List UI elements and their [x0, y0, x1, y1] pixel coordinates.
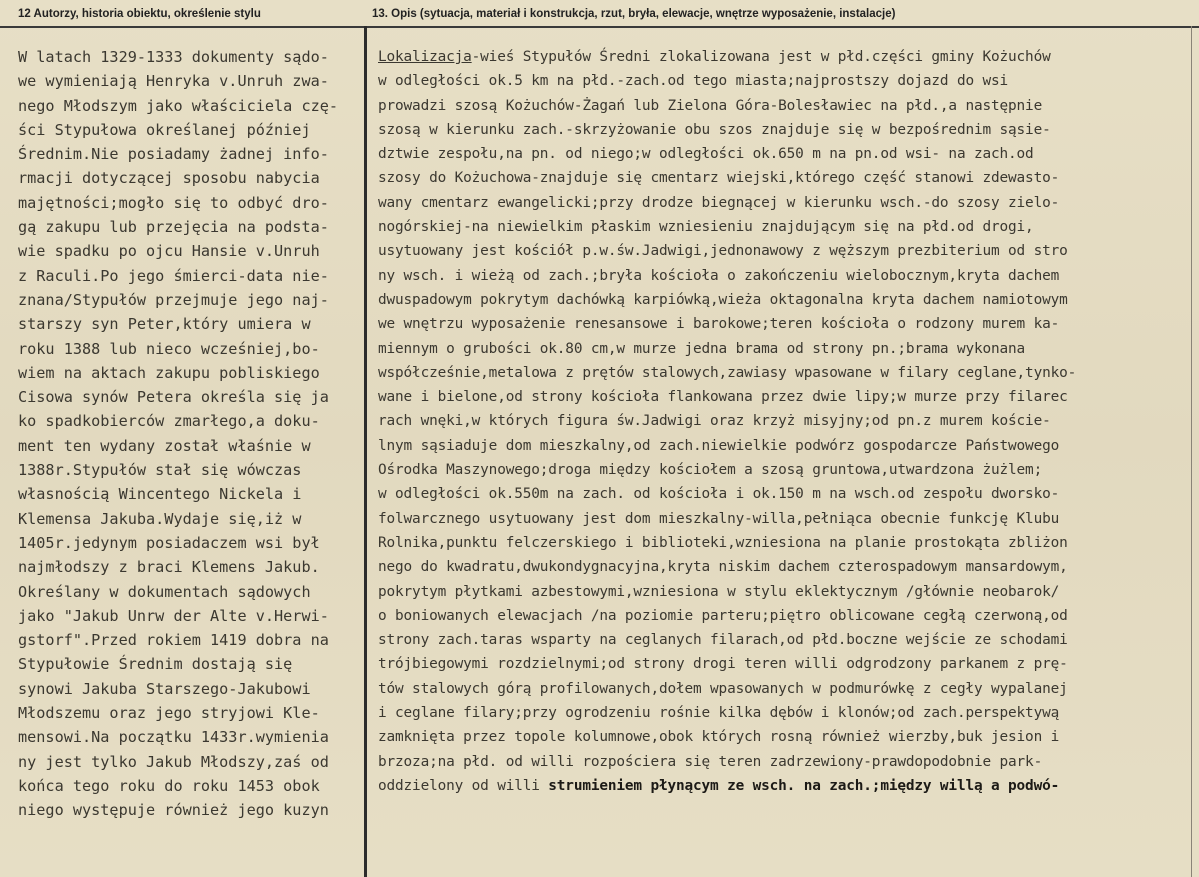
- history-line: rmacji dotyczącej sposobu nabycia: [18, 169, 320, 188]
- history-line: ment ten wydany został właśnie w: [18, 436, 311, 455]
- description-line: o boniowanych elewacjach /na poziomie parteru;piętro oblicowane cegłą czerwoną,od: [378, 607, 1068, 624]
- history-line: W latach 1329-1333 dokumenty sądo-: [18, 48, 329, 66]
- history-line: Młodszemu oraz jego stryjowi Kle-: [18, 704, 320, 723]
- description-line: trójbiegowymi rozdzielnymi;od strony drogi teren willi odgrodzony parkanem z prę-: [378, 656, 1068, 673]
- description-line: szosy do Kożuchowa-znajduje się cmentarz wiejski,którego część stanowi zdewasto-: [378, 170, 1060, 187]
- description-line: Rolnika,punktu felczerskiego i biblioteki,wzniesiona na planie prostokąta zbliżon: [378, 534, 1068, 551]
- history-line: mensowi.Na początku 1433r.wymienia: [18, 728, 329, 747]
- description-line: współcześnie,metalowa z prętów stalowych,zawiasy wpasowane w filary ceglane,tynko-: [378, 364, 1077, 381]
- history-line: 1388r.Stypułów stał się wówczas: [18, 461, 302, 480]
- history-line: ko spadkobierców zmarłego,a doku-: [18, 412, 320, 431]
- history-line: 1405r.jedynym posiadaczem wsi był: [18, 533, 320, 552]
- description-line: pokrytym płytkami azbestowymi,wzniesiona w stylu eklektycznym /głównie neobarok/: [378, 583, 1060, 600]
- history-line: synowi Jakuba Starszego-Jakubowi: [18, 679, 311, 698]
- description-line: strony zach.taras wsparty na ceglanych filarach,od płd.boczne wejście ze schodami: [378, 632, 1068, 649]
- history-line: starszy syn Peter,który umiera w: [18, 315, 311, 334]
- history-line: własnością Wincentego Nickela i: [18, 485, 302, 504]
- top-rule: [0, 26, 1199, 28]
- history-line: jako "Jakub Unrw der Alte v.Herwi-: [18, 606, 329, 625]
- description-line: wane i bielone,od strony kościoła flankowana przez dwie lipy;w murze przy filarec: [378, 389, 1068, 406]
- right-edge-rule: [1191, 26, 1192, 877]
- history-line: Klemensa Jakuba.Wydaje się,iż w: [18, 509, 302, 528]
- history-line: wiem na aktach zakupu pobliskiego: [18, 363, 320, 382]
- description-column: [378, 45, 1190, 798]
- description-line: wany cmentarz ewangelicki;przy drodze biegnącej w kierunku wsch.-do szosy zielo-: [378, 194, 1060, 211]
- history-line: gstorf".Przed rokiem 1419 dobra na: [18, 631, 329, 650]
- description-line: ny wsch. i wieżą od zach.;bryła kościoła o zakończeniu wielobocznym,kryta dachem: [378, 267, 1060, 284]
- history-line: gą zakupu lub przejęcia na podsta-: [18, 218, 329, 237]
- description-line: lnym sąsiaduje dom mieszkalny,od zach.niewielkie podwórz gospodarcze Państwowego: [378, 437, 1060, 454]
- description-line: prowadzi szosą Kożuchów-Żagań lub Zielona Góra-Bolesławiec na płd.,a następnie: [378, 97, 1043, 114]
- description-line: tów stalowych górą profilowanych,dołem wpasowanych w podmurówkę z cegły wypalanej: [378, 680, 1068, 697]
- description-line: w odległości ok.550m na zach. od kościoła i ok.150 m na wsch.od zespołu dworsko-: [378, 486, 1060, 503]
- history-column: [18, 45, 364, 823]
- history-line: znana/Stypułów przejmuje jego naj-: [18, 290, 329, 309]
- history-line: ny jest tylko Jakub Młodszy,zaś od: [18, 752, 329, 771]
- description-line: i ceglane filary;przy ogrodzeniu rośnie kilka dębów i klonów;od zach.perspektywą: [378, 705, 1060, 722]
- history-line: Stypułowie Średnim dostają się: [18, 655, 293, 674]
- description-line: usytuowany jest kościół p.w.św.Jadwigi,jednonawowy z węższym prezbiterium od stro: [378, 243, 1068, 260]
- description-first-line: -wieś Stypułów Średni zlokalizowana jest w płd.części gminy Kożuchów: [471, 49, 1051, 65]
- history-line: Określany w dokumentach sądowych: [18, 582, 311, 601]
- description-line: miennym o grubości ok.80 cm,w murze jedna brama od strony pn.;brama wykonana: [378, 340, 1026, 357]
- history-line: końca tego roku do roku 1453 obok: [18, 776, 320, 795]
- history-line: we wymieniają Henryka v.Unruh zwa-: [18, 72, 329, 91]
- description-line: szosą w kierunku zach.-skrzyżowanie obu szos znajduje się w bezpośrednim sąsie-: [378, 121, 1051, 138]
- description-line: dwuspadowym pokrytym dachówką karpiówką,wieża oktagonalna kryta dachem namiotowym: [378, 291, 1068, 308]
- description-line: folwarcznego usytuowany jest dom mieszkalny-willa,pełniąca obecnie funkcję Klubu: [378, 510, 1060, 527]
- description-line: w odległości ok.5 km na płd.-zach.od tego miasta;najprostszy dojazd do wsi: [378, 73, 1009, 90]
- description-line: zamknięta przez topole kolumnowe,obok których rosną również wierzby,buk jesion i: [378, 729, 1060, 746]
- history-line: roku 1388 lub nieco wcześniej,bo-: [18, 339, 320, 358]
- history-line: niego występuje również jego kuzyn: [18, 801, 329, 820]
- description-line: [378, 45, 1190, 69]
- history-line: majętności;mogło się to odbyć dro-: [18, 193, 329, 212]
- description-last-plain: oddzielony od willi: [378, 777, 549, 794]
- history-line: Cisowa synów Petera określa się ja: [18, 388, 329, 407]
- description-line: we wnętrzu wyposażenie renesansowe i barokowe;teren kościoła o rodzony murem ka-: [378, 316, 1060, 333]
- description-last-line: [378, 774, 1190, 798]
- description-line: brzoza;na płd. od willi rozpościera się teren zadrzewiony-prawdopodobnie park-: [378, 753, 1043, 770]
- history-line: najmłodszy z braci Klemens Jakub.: [18, 558, 320, 577]
- description-last-bold: strumieniem płynącym ze wsch. na zach.;między willą a podwó-: [548, 777, 1060, 794]
- location-label: Lokalizacja: [378, 49, 472, 65]
- description-line: nogórskiej-na niewielkim płaskim wzniesieniu znajdującym się na płd.od drogi,: [378, 219, 1034, 236]
- description-line: rach wnęki,w których figura św.Jadwigi oraz krzyż misyjny;od pn.z murem koście-: [378, 413, 1051, 430]
- history-line: Średnim.Nie posiadamy żadnej info-: [18, 145, 329, 164]
- history-line: ści Stypułowa określanej później: [18, 120, 311, 139]
- description-line: nego do kwadratu,dwukondygnacyjna,kryta niskim dachem czterospadowym mansardowym,: [378, 559, 1068, 576]
- history-line: wie spadku po ojcu Hansie v.Unruh: [18, 242, 320, 261]
- section-13-heading: 13. Opis (sytuacja, materiał i konstrukcja, rzut, bryła, elewacje, wnętrze wyposażenie, instalacje): [372, 8, 896, 20]
- description-line: dztwie zespołu,na pn. od niego;w odległości ok.650 m na pn.od wsi- na zach.od: [378, 146, 1034, 163]
- section-12-heading: 12 Autorzy, historia obiektu, określenie stylu: [18, 8, 261, 20]
- column-divider: [364, 26, 367, 877]
- history-line: nego Młodszym jako właściciela czę-: [18, 96, 339, 115]
- description-line: Ośrodka Maszynowego;droga między kościołem a szosą gruntowa,utwardzona żużlem;: [378, 462, 1043, 479]
- history-line: z Raculi.Po jego śmierci-data nie-: [18, 266, 329, 285]
